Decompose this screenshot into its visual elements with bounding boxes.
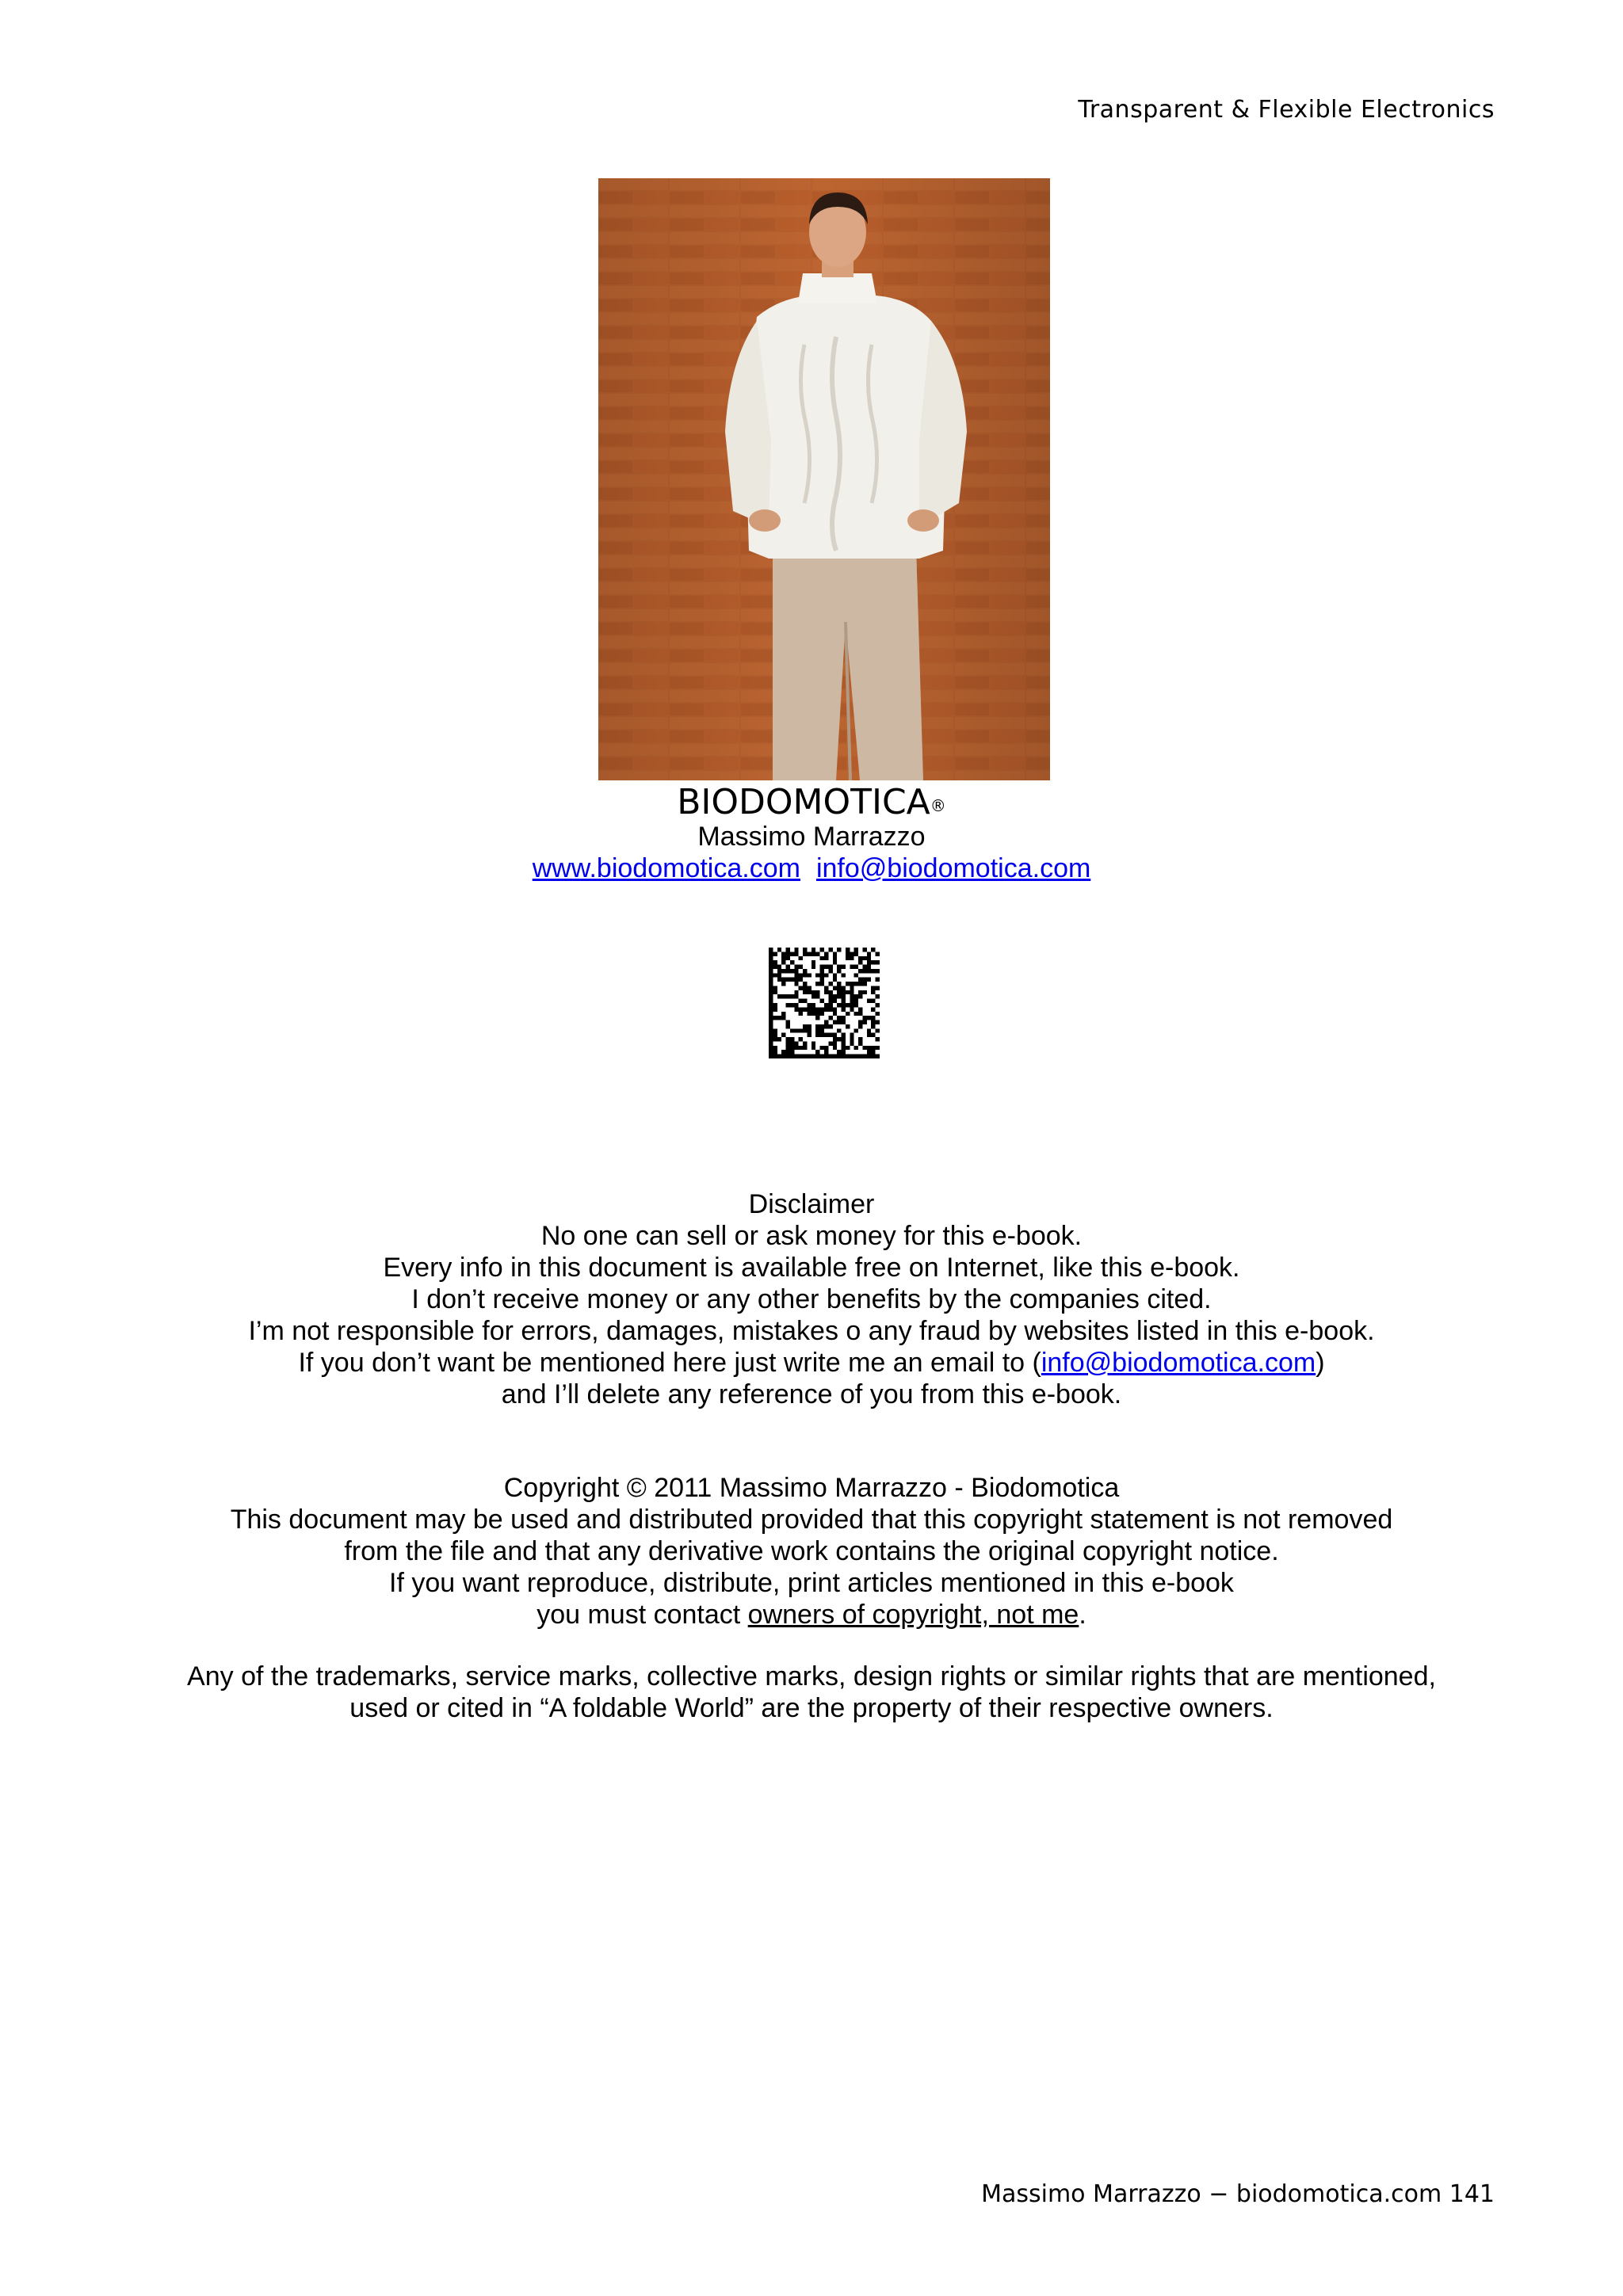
- page-footer: Massimo Marrazzo − biodomotica.com 141: [981, 2180, 1495, 2208]
- copyright-line: If you want reproduce, distribute, print articles mentioned in this e-book: [389, 1568, 1234, 1598]
- registered-mark: ®: [930, 796, 946, 815]
- disclaimer-line: Every info in this document is available free on Internet, like this e-book.: [383, 1253, 1240, 1283]
- contact-links: [0, 852, 1623, 884]
- disclaimer-line: I’m not responsible for errors, damages, mistakes o any fraud by websites listed in this e-book.: [248, 1316, 1375, 1346]
- copyright-heading: Copyright © 2011 Massimo Marrazzo - Biodomotica: [503, 1473, 1120, 1503]
- disclaimer-line: and I’ll delete any reference of you from this e-book.: [501, 1379, 1122, 1409]
- copyright-line: This document may be used and distributed provided that this copyright statement is not removed: [230, 1505, 1393, 1535]
- disclaimer-section: [0, 1188, 1623, 1410]
- disclaimer-heading: Disclaimer: [748, 1189, 875, 1219]
- copyright-line: from the file and that any derivative work contains the original copyright notice.: [344, 1536, 1279, 1566]
- disclaimer-email-line: [0, 1347, 1623, 1379]
- trademarks-line: Any of the trademarks, service marks, collective marks, design rights or similar rights that are mentioned,: [187, 1661, 1436, 1691]
- disclaimer-email-link[interactable]: info@biodomotica.com: [1041, 1348, 1316, 1378]
- contact-underlined: owners of copyright, not me: [747, 1600, 1079, 1630]
- running-header: Transparent & Flexible Electronics: [1078, 96, 1495, 124]
- copyright-contact-line: [0, 1599, 1623, 1630]
- email-line-after: ): [1316, 1348, 1325, 1378]
- copyright-section: [0, 1472, 1623, 1630]
- disclaimer-line: I don’t receive money or any other benefits by the companies cited.: [411, 1284, 1212, 1314]
- disclaimer-line: No one can sell or ask money for this e-book.: [540, 1221, 1083, 1251]
- datamatrix-code: [769, 948, 880, 1058]
- author-name: Massimo Marrazzo: [697, 822, 926, 852]
- email-line-before: If you don’t want be mentioned here just write me an email to (: [298, 1348, 1041, 1378]
- brand-name: BIODOMOTICA: [677, 782, 930, 822]
- website-link[interactable]: www.biodomotica.com: [532, 853, 800, 883]
- email-link[interactable]: info@biodomotica.com: [815, 853, 1091, 883]
- contact-after: .: [1079, 1600, 1086, 1630]
- author-photo-illustration: [598, 178, 1050, 780]
- datamatrix-image: [769, 948, 880, 1058]
- trademarks-section: [0, 1661, 1623, 1724]
- contact-before: you must contact: [537, 1600, 748, 1630]
- author-photo: [598, 178, 1050, 780]
- brand-title: [0, 780, 1623, 825]
- trademarks-line: used or cited in “A foldable World” are the property of their respective owners.: [349, 1693, 1274, 1723]
